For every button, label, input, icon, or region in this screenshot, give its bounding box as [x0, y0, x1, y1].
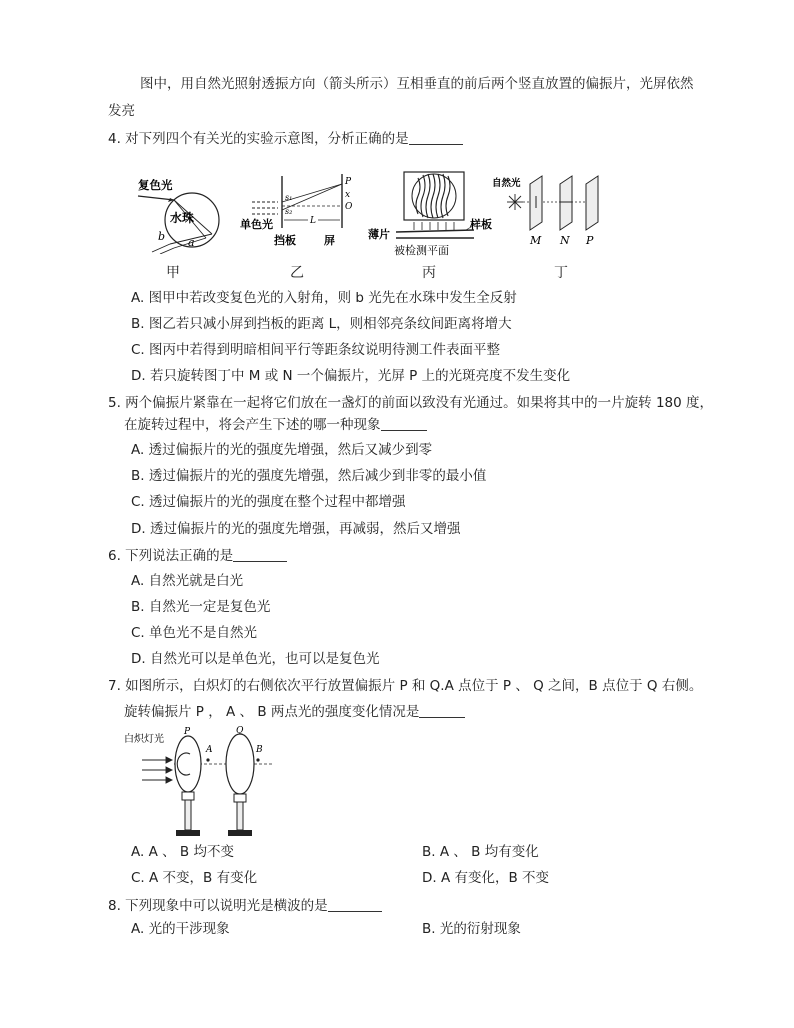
fig-bing-label-sample: 样板 — [470, 218, 492, 231]
fig-q7-label-B: B — [256, 745, 263, 755]
fig-ding-label-M: M — [530, 234, 542, 247]
figure-ding — [490, 172, 606, 262]
q8-stem-text: 8. 下列现象中可以说明光是横波的是 — [108, 898, 328, 914]
fig-jia-label-b: b — [158, 230, 166, 243]
caption-yi: 乙 — [290, 265, 304, 281]
q4-option-b[interactable]: B. 图乙若只减小屏到挡板的距离 L，则相邻亮条纹间距离将增大 — [131, 316, 512, 332]
fig-ding-label-P: P — [586, 234, 594, 247]
answer-blank[interactable] — [233, 547, 287, 562]
answer-blank[interactable] — [419, 703, 465, 718]
q4-stem — [108, 129, 463, 149]
q5-option-c[interactable]: C. 透过偏振片的光的强度在整个过程中都增强 — [131, 494, 406, 510]
fig-yi-label-mono: 单色光 — [240, 218, 273, 231]
figure-q7 — [122, 724, 282, 842]
q6-option-b[interactable]: B. 自然光一定是复色光 — [131, 599, 271, 615]
caption-ding: 丁 — [554, 265, 568, 281]
fig-jia-label-compound-light: 复色光 — [138, 178, 173, 192]
q7-option-b[interactable]: B. A 、 B 均有变化 — [422, 844, 539, 860]
q8-stem — [108, 896, 382, 916]
figure-yi — [238, 172, 358, 254]
fig-yi-label-s2: s₂ — [285, 207, 293, 216]
fig-q7-label-Q: Q — [236, 726, 244, 736]
q7-option-d[interactable]: D. A 有变化，B 不变 — [422, 870, 550, 886]
q6-option-a[interactable]: A. 自然光就是白光 — [131, 573, 244, 589]
q4-option-c[interactable]: C. 图丙中若得到明暗相间平行等距条纹说明待测工件表面平整 — [131, 342, 501, 358]
q6-option-d[interactable]: D. 自然光可以是单色光，也可以是复色光 — [131, 651, 380, 667]
fig-q7-label-P: P — [184, 727, 191, 737]
fig-yi-label-baffle: 挡板 — [274, 234, 296, 247]
intro-line-2: 发亮 — [108, 103, 135, 119]
q5-option-a[interactable]: A. 透过偏振片的光的强度先增强，然后又减少到零 — [131, 442, 433, 458]
q7-stem-text: 旋转偏振片 P ， A 、 B 两点光的强度变化情况是 — [124, 704, 420, 720]
answer-blank[interactable] — [328, 897, 382, 912]
fig-yi-label-O: O — [345, 202, 353, 212]
q8-option-a[interactable]: A. 光的干涉现象 — [131, 921, 230, 937]
fig-yi-label-screen: 屏 — [324, 234, 335, 247]
q5-option-b[interactable]: B. 透过偏振片的光的强度先增强，然后减少到非零的最小值 — [131, 468, 487, 484]
fig-ding-label-N: N — [560, 234, 570, 247]
q5-stem-line-1: 5. 两个偏振片紧靠在一起将它们放在一盏灯的前面以致没有光通过。如果将其中的一片旋转 180 度， — [108, 395, 714, 411]
q7-stem-line-1: 7. 如图所示，白炽灯的右侧依次平行放置偏振片 P 和 Q.A 点位于 P 、 Q 之间，B 点位于 Q 右侧。 — [108, 678, 703, 694]
q7-option-a[interactable]: A. A 、 B 均不变 — [131, 844, 234, 860]
fig-yi-label-L: L — [310, 216, 316, 226]
q4-option-d[interactable]: D. 若只旋转图丁中 M 或 N 一个偏振片，光屏 P 上的光斑亮度不发生变化 — [131, 368, 571, 384]
figure-jia — [130, 174, 235, 254]
fig-ding-label-natural: 自然光 — [492, 178, 521, 189]
fig-bing-label-thin: 薄片 — [368, 228, 390, 241]
fig-q7-label-A: A — [206, 745, 213, 755]
q4-option-a[interactable]: A. 图甲中若改变复色光的入射角，则 b 光先在水珠中发生全反射 — [131, 290, 517, 306]
fig-yi-label-P: P — [345, 177, 352, 187]
q6-stem — [108, 546, 287, 566]
q6-option-c[interactable]: C. 单色光不是自然光 — [131, 625, 258, 641]
q5-stem-text: 在旋转过程中，将会产生下述的哪一种现象 — [124, 417, 381, 433]
fig-bing-label-plane: 被检测平面 — [394, 244, 449, 257]
answer-blank[interactable] — [381, 416, 427, 431]
q6-stem-text: 6. 下列说法正确的是 — [108, 548, 234, 564]
caption-bing: 丙 — [422, 265, 436, 281]
fig-yi-label-x: x — [345, 190, 351, 200]
q5-stem-line-2 — [124, 415, 427, 435]
caption-jia: 甲 — [166, 265, 180, 281]
fig-q7-label-lamp: 白炽灯光 — [124, 734, 164, 745]
answer-blank[interactable] — [409, 130, 463, 145]
q4-stem-text: 4. 对下列四个有关光的实验示意图，分析正确的是 — [108, 131, 409, 147]
q7-stem-line-2 — [124, 702, 465, 722]
figure-bing — [366, 168, 500, 262]
fig-jia-label-droplet: 水珠 — [170, 211, 195, 225]
fig-jia-label-a: a — [188, 236, 195, 249]
q7-option-c[interactable]: C. A 不变，B 有变化 — [131, 870, 258, 886]
q5-option-d[interactable]: D. 透过偏振片的光的强度先增强，再减弱，然后又增强 — [131, 521, 461, 537]
q8-option-b[interactable]: B. 光的衍射现象 — [422, 921, 521, 937]
fig-yi-label-s1: s₁ — [285, 193, 293, 202]
intro-line-1: 图中，用自然光照射透振方向（箭头所示）互相垂直的前后两个竖直放置的偏振片，光屏依然 — [140, 76, 694, 92]
